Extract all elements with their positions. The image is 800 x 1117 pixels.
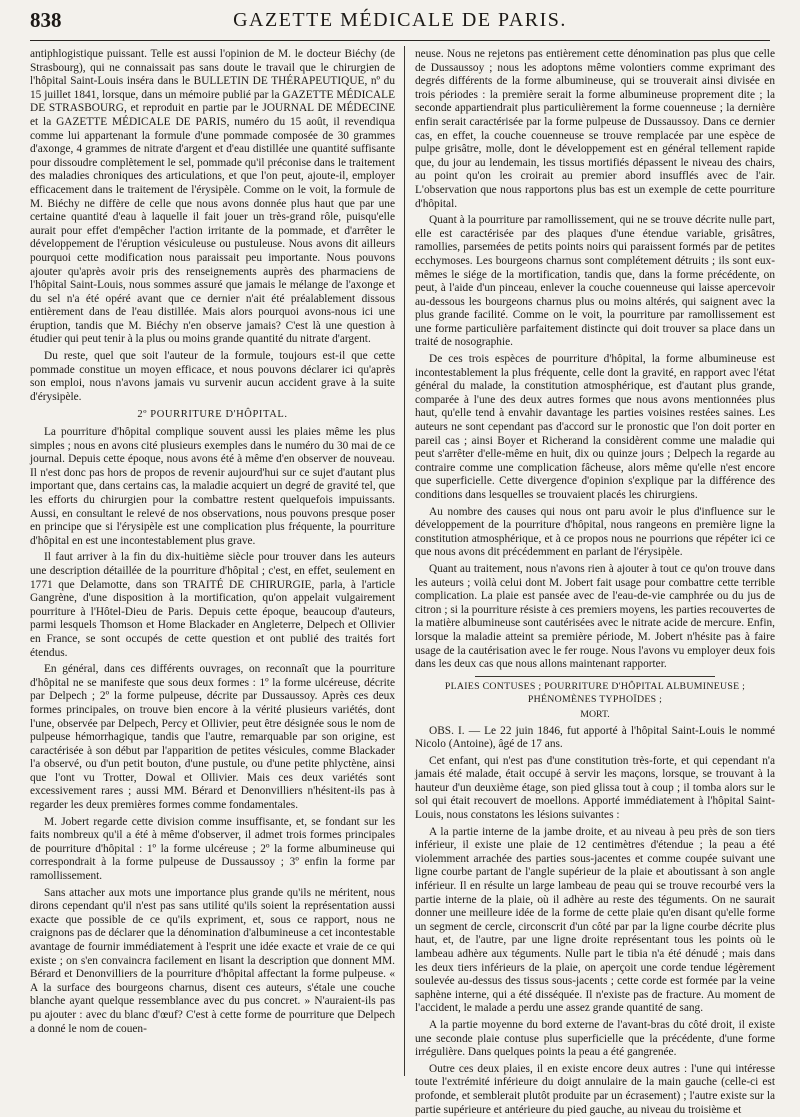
paragraph: Sans attacher aux mots une importance plus grande qu'ils ne méritent, nous dirons cependant qu'il n'est pas sans utilité qu'ils soient la représentation aussi exacte que possible de ce qu'ils expriment, et, sous ce rapport, nous ne craignons pas de déclarer que la dénomination d'albumineuse a cet incontestable avantage de fournir immédiatement à l'esprit une idée exacte et vraie de ce qui existe ; on s'en convaincra facilement en lisant la description que donnent MM. Bérard et Denonvilliers de la pourriture d'hôpital affectant la forme pulpeuse. « A la surface des bourgeons charnus, disent ces auteurs, s'étale une couche blanche ayant quelque ressemblance avec du pus concret. » N'auraient-ils pas pu ajouter : avec du blanc d'œuf? C'est à cette forme de pourriture que Delpech a donné le nom de couen- [30, 886, 395, 1035]
paragraph: A la partie interne de la jambe droite, et au niveau à peu près de son tiers inférieur, il existe une plaie de 12 centimètres d'étendue ; la peau a été violemment arrachée des parties sous-jacentes et comme coupée suivant une ligne courbe partant de l'angle supérieur de la plaie et aboutissant à son angle inférieur. Il en résulte un large lambeau de peau qui se trouve recourbé vers la partie interne de la plaie, où il adhère au reste des téguments. On ne saurait donner une meilleure idée de la forme de cette plaie qu'en disant qu'elle forme un segment de cercle, circonscrit d'un côté par par la ligne courbe décrite plus haut, et, de l'autre, par une ligne droite représentant tous les points où le lambeau adhère aux téguments. Nulle part le tibia n'a été dénudé ; mais dans les deux tiers inférieurs de la plaie, on aperçoit une corde tendue légèrement soulevée au-dessus des tissus sous-jacents ; cette corde est formée par la veine saphène interne, qui a été disséquée. Il n'existe pas de fracture. Au moment de l'accident, le malade a perdu une assez grande quantité de sang. [415, 825, 775, 1015]
paragraph: De ces trois espèces de pourriture d'hôpital, la forme albumineuse est incontestablement la plus fréquente, celle dont la gravité, en rapport avec l'état général du malade, la constitution atmosphérique, est d'autant plus grande, comparée à l'une des deux autres formes que nous avons mentionnées plus haut, qu'elle tend à envahir davantage les parties voisines restées saines. Les auteurs ne sont cependant pas d'accord sur le pronostic que l'on doit porter en pareil cas ; ainsi Boyer et Richerand la considèrent comme une maladie qui peut s'arrêter d'elle-même en huit, dix ou quinze jours ; Delpech la regarde au contraire comme une complication fâcheuse, alors même qu'elle n'est encore que superficielle. Cette divergence d'opinion s'explique par la différence des conditions dans lesquelles se trouvaient placés les chirurgiens. [415, 353, 775, 501]
paragraph: neuse. Nous ne rejetons pas entièrement cette dénomination pas plus que celle de Dussaussoy ; nous les adoptons même volontiers comme exprimant des degrés différents de la forme albumineuse, qui se trouverait ainsi divisée en trois périodes : la première serait la forme albumineuse proprement dite ; la seconde appartiendrait plus particulièrement la forme couenneuse ; la dernière enfin serait caractérisée par la forme pulpeuse de Dussaussoy. Dans ce dernier cas, en effet, la couche couenneuse se trouve remplacée par une espèce de pulpe grisâtre, molle, dont le développement est en général tellement rapide que, du jour au lendemain, les tissus mortifiés dépassent le niveau des chairs, au point qu'on les croirait au premier abord insufflés avec de l'air. L'observation que nous rapportons plus bas est un exemple de cette pourriture d'hôpital. [415, 48, 775, 210]
column-divider [404, 46, 405, 1076]
paragraph: antiphlogistique puissant. Telle est aussi l'opinion de M. le docteur Biéchy (de Strasbourg), qui ne connaissait pas sans doute le travail que le chirurgien de l'hôpital Saint-Louis insérа dans le BULLETIN DE THÉRAPEUTIQUE, nº du 15 juillet 1841, lorsque, dans un mémoire publié par la GAZETTE MÉDICALE DE STRASBOURG, et reproduit en partie par le JOURNAL DE MÉDECINE et la GAZETTE MÉDICALE DE PARIS, numéro du 15 août, il revendiqua comme lui appartenant la formule d'une pommade composée de 30 grammes d'axonge, 4 grammes de nitrate d'argent et d'eau distillée une quantité suffisante pour dissoudre complètement le sel, pommade qu'il préconise dans le traitement des maladies chroniques des articulations, et que l'on peut, ajoute-il, employer efficacement dans le traitement de l'érysipèle. Comme on le voit, la formule de M. Biéchy ne diffère de celle que nous avons donnée plus haut que par une certaine quantité d'eau à laquelle il fait jouer un très-grand rôle, puisqu'elle aurait pour effet d'empêcher l'action irritante de la pommade, et d'arrêter le développement de l'éruption vésiculeuse ou pustuleuse. Nous avons dit ailleurs pourquoi cette modification nous paraissait peu importante. Nous pouvons ajouter qu'après avoir pris des renseignements auprès des pharmaciens de l'hôpital Saint-Louis, nous sommes assuré que jamais le mélange de l'axonge et du sel n'a été opéré avant que ce dernier n'ait été préalablement dissous entièrement dans de l'eau distillée. Mais alors pourquoi avons-nous ici une éruption, tandis que M. Biéchy n'en observe jamais? C'est là une question à étudier qui peut tenir à la plus ou moins grande quantité du nitrate d'argent. [30, 48, 395, 346]
section-title: 2º POURRITURE D'HÔPITAL. [137, 409, 288, 421]
paragraph: A la partie moyenne du bord externe de l'avant-bras du côté droit, il existe une seconde plaie contuse plus superficielle que la précédente, d'une forme irrégulière. Dans quelques points la peau a été gangrenée. [415, 1018, 775, 1059]
left-column [30, 48, 395, 1080]
paragraph: Outre ces deux plaies, il en existe encore deux autres : l'une qui intéresse toute l'extrémité inférieure du doigt annulaire de la main gauche (celle-ci est profonde, et semblerait plutôt produite par un écrasement) ; l'autre existe sur la partie supérieure et antérieure du pied gauche, au niveau du troisième et [415, 1062, 775, 1116]
observation-label: OBS. I. [429, 724, 465, 737]
paragraph: Cet enfant, qui n'est pas d'une constitution très-forte, et qui cependant n'a jamais été malade, était occupé à servir les maçons, lorsque, se trouvant à la hauteur d'un deuxième étage, son pied glissa tout à coup ; il tomba alors sur le sol qui était recouvert de moellons. Apporté immédiatement à l'hôpital Saint-Louis, nous constatons les lésions suivantes : [415, 754, 775, 822]
running-head: GAZETTE MÉDICALE DE PARIS. [233, 9, 567, 31]
observation-intro: — Le 22 juin 1846, fut apporté à l'hôpital Saint-Louis le nommé Nicolo (Antoine), âgé de 17 ans. [415, 724, 775, 751]
paragraph: La pourriture d'hôpital complique souvent aussi les plaies même les plus simples ; nous en avons cité plusieurs exemples dans le numéro du 30 mai de ce journal. Depuis cette époque, nous avons été à même d'en observer de nouveau. Il n'est donc pas hors de propos de revenir aujourd'hui sur ce sujet d'autant plus important que, dans certains cas, la maladie acquiert un degré de gravité tel, que les efforts du chirurgien pour la combattre restent quelquefois impuissants. Aussi, en consultant le relevé de nos observations, nous pouvons presque poser en principe que si l'érysipèle est une complication plus fréquente, la pourriture d'hôpital en est une incontestablement plus grave. [30, 426, 395, 547]
paragraph: Il faut arriver à la fin du dix-huitième siècle pour trouver dans les auteurs une description détaillée de la pourriture d'hôpital ; c'est, en effet, seulement en 1771 que Delamotte, dans son TRAITÉ DE CHIRURGIE, parla, à l'article Gangrène, d'une disposition à la mortification, qu'on appelait vulgairement pourriture à l'Hôtel-Dieu de Paris. Depuis cette époque, beaucoup d'auteurs, parmi lesquels Thomson et Home Blackader en Angleterre, Delpech et Ollivier en France, se sont occupés de cette question et ont publié des traités fort étendus. [30, 551, 395, 659]
paragraph: En général, dans ces différents ouvrages, on reconnaît que la pourriture d'hôpital ne se manifeste que sous deux formes : 1º la forme ulcéreuse, décrite par Delpech ; 2º la forme pulpeuse, décrite par Dussaussoy. Après ces deux formes principales, on trouve bien encore à la vérité plusieurs variétés, dont l'une, observée par Delpech, Percy et Ollivier, peut être désignée sous le nom de pulpeuse hémorrhagique, tandis que l'autre, remarquable par son origine, est caractérisée à son début par l'apparition de petites vésicules, comme Blackader l'a observé, ou d'un petit bouton, d'une pustule, ou d'une petite phlyctène, ainsi que l'ont vu Trotter, Dowal et Ollivier. Mais ces deux variétés sont excessivement rares ; aussi MM. Bérard et Denonvilliers n'hésitent-ils pas à regarder les deux premières formes comme fondamentales. [30, 663, 395, 812]
right-column [415, 48, 775, 1116]
page-number: 838 [30, 8, 62, 32]
paragraph: Quant à la pourriture par ramollissement, qui ne se trouve décrite nulle part, elle est caractérisée par des plaques d'une étendue variable, grisâtres, ramollies, parsemées de petits points noirs qui paraissent formés par de petites ecchymoses. Les bourgeons charnus sont complétement détruits ; ils sont eux-mêmes le siége de la mortification, tandis que, dans la forme précédente, on peut, à l'aide d'un pinceau, enlever la couche couenneuse qui laisse apercevoir au-dessous les bourgeons charnus plus ou moins altérés, qui saignent avec la plus grande facilité. Comme on le voit, la pourriture par ramollissement est une forme particulière parfaitement distincte qui doit trouver sa place dans un traité de nosographie. [415, 214, 775, 349]
paragraph: Au nombre des causes qui nous ont paru avoir le plus d'influence sur le développement de la pourriture d'hôpital, nous rangeons en première ligne la constitution atmosphérique, et à ce propos nous ne pourrions que répéter ici ce que nous avons dit précédemment en parlant de l'érysipèle. [415, 505, 775, 559]
paragraph: M. Jobert regarde cette division comme insuffisante, et, se fondant sur les faits nombreux qu'il a été à même d'observer, il admet trois formes principales de pourriture d'hôpital : 1º la forme ulcéreuse ; 2º la forme albumineuse qui correspondrait à la forme pulpeuse de Dussaussoy ; 3º enfin la forme par ramollissement. [30, 815, 395, 883]
observation-paragraph [415, 725, 775, 752]
page-header [30, 6, 770, 41]
observation-title: PLAIES CONTUSES ; POURRITURE D'HÔPITAL ALBUMINEUSE ; PHÉNOMÈNES TYPHOÏDES ; [444, 680, 746, 706]
paragraph: Quant au traitement, nous n'avons rien à ajouter à tout ce qu'on trouve dans les auteurs ; voilà celui dont M. Jobert fait usage pour combattre cette terrible complication. La plaie est pansée avec de l'eau-de-vie camphrée ou du jus de citron ; si la pourriture résiste à ces premiers moyens, les parties recouvertes de la matière albumineuse sont cautérisées avec le nitrate acide de mercure. Enfin, lorsque la maladie atteint sa première période, M. Jobert n'hésite pas à faire usage de la cautérisation avec le fer rouge. Nous l'avons vu employer deux fois dans les deux cas que nous allons maintenant rapporter. [415, 562, 775, 671]
observation-title-end: MORT. [580, 708, 610, 720]
section-rule [475, 676, 715, 677]
paragraph: Du reste, quel que soit l'auteur de la formule, toujours est-il que cette pommade constitue un moyen efficace, et nous pouvons déclarer ici qu'après son emploi, nous n'avons jamais vu survenir aucun accident grave à la suite d'érysipèle. [30, 350, 395, 403]
